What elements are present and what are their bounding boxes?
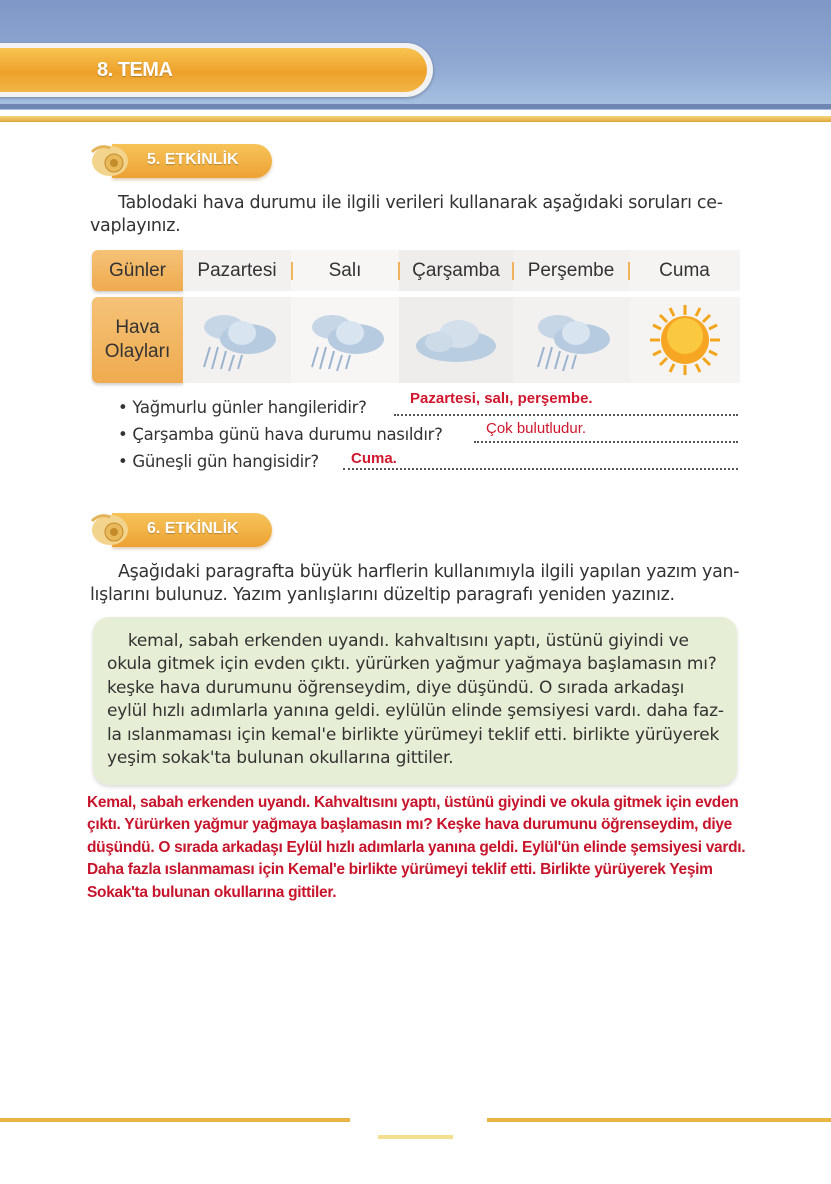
- footer-rule: [487, 1118, 831, 1122]
- activity-5-instruction-line: Tablodaki hava durumu ile ilgili verileri kullanarak aşağıdaki soruları ce-: [118, 193, 723, 213]
- answer: Cuma.: [351, 450, 397, 467]
- activity-6-badge: [88, 511, 274, 549]
- activity-5-label: 5. ETKİNLİK: [147, 151, 239, 168]
- answer-line: [474, 441, 738, 443]
- answer-paragraph-line: Daha fazla ıslanmaması için Kemal'e birlikte yürümeyi teklif etti. Birlikte yürüyerek Yeşim: [87, 861, 713, 878]
- paragraph-line: la ıslanmaması için kemal'e birlikte yürümeyi teklif etti. birlikte yürüyerek: [107, 725, 720, 745]
- paragraph-line: kemal, sabah erkenden uyandı. kahvaltısını yaptı, üstünü giyindi ve: [107, 631, 689, 651]
- weather-cell: [513, 297, 629, 383]
- activity-6-instruction-line: Aşağıdaki paragrafta büyük harflerin kullanımıyla ilgili yapılan yazım yan-: [118, 562, 740, 582]
- question: • Güneşli gün hangisidir?: [118, 452, 319, 471]
- rain-cloud-icon: [300, 301, 390, 379]
- column-separator: [512, 262, 514, 280]
- activity-5-instruction-line: vaplayınız.: [90, 216, 181, 236]
- question: • Çarşamba günü hava durumu nasıldır?: [118, 425, 443, 444]
- paragraph-line: okula gitmek için evden çıktı. yürürken yağmur yağmaya başlamasın mı?: [107, 654, 717, 674]
- theme-banner: [0, 43, 433, 97]
- answer-paragraph-line: Kemal, sabah erkenden uyandı. Kahvaltısını yaptı, üstünü giyindi ve okula gitmek için evden: [87, 794, 739, 811]
- header-divider: [0, 104, 831, 109]
- sun-icon: [648, 303, 722, 377]
- weather-row-header: [92, 297, 183, 383]
- day-cell: Salı: [291, 250, 399, 291]
- answer-paragraph-line: Sokak'ta bulunan okullarına gittiler.: [87, 884, 337, 901]
- column-separator: [291, 262, 293, 280]
- footer-rule: [0, 1118, 350, 1122]
- rain-cloud-icon: [526, 301, 616, 379]
- weather-cell: [183, 297, 291, 383]
- paragraph-line: eylül hızlı adımlarla yanına geldi. eylülün elinde şemsiyesi vardı. daha faz-: [107, 701, 724, 721]
- scroll-icon: [88, 142, 134, 180]
- weather-cell: [629, 297, 740, 383]
- theme-title: 8. TEMA: [97, 59, 173, 81]
- paragraph-line: yeşim sokak'ta bulunan okullarına gittiler.: [107, 748, 454, 768]
- activity-6-label: 6. ETKİNLİK: [147, 520, 239, 537]
- activity-6-instruction-line: lışlarını bulunuz. Yazım yanlışlarını düzeltip paragrafı yeniden yazınız.: [90, 585, 675, 605]
- day-cell: Çarşamba: [399, 250, 513, 291]
- gold-divider: [0, 116, 831, 122]
- answer-line: [394, 414, 738, 416]
- column-separator: [398, 262, 400, 280]
- column-separator: [628, 262, 630, 280]
- answer: Çok bulutludur.: [486, 420, 587, 437]
- weather-row-header-line: Olayları: [104, 341, 171, 362]
- weather-row-header-line: Hava: [115, 317, 160, 338]
- day-cell: Perşembe: [513, 250, 629, 291]
- question: • Yağmurlu günler hangileridir?: [118, 398, 367, 417]
- answer-paragraph-line: çıktı. Yürürken yağmur yağmaya başlamasın mı? Keşke hava durumunu öğrenseydim, diye: [87, 816, 733, 833]
- scroll-icon: [88, 511, 134, 549]
- cloud-icon: [411, 310, 501, 370]
- footer-ornament: [378, 1135, 453, 1139]
- answer: Pazartesi, salı, perşembe.: [410, 390, 593, 407]
- weather-cell: [291, 297, 399, 383]
- answer-paragraph-line: düşündü. O sırada arkadaşı Eylül hızlı adımlarla yanına geldi. Eylül'ün elinde şemsiyesi vardı.: [87, 839, 746, 856]
- days-row-header: Günler: [92, 250, 183, 291]
- day-cell: Cuma: [629, 250, 740, 291]
- day-cell: Pazartesi: [183, 250, 291, 291]
- weather-cell: [399, 297, 513, 383]
- rain-cloud-icon: [192, 301, 282, 379]
- activity-5-badge: [88, 142, 274, 180]
- paragraph-line: keşke hava durumunu öğrenseydim, diye düşündü. O sırada arkadaşı: [107, 678, 685, 698]
- answer-line: [343, 468, 738, 470]
